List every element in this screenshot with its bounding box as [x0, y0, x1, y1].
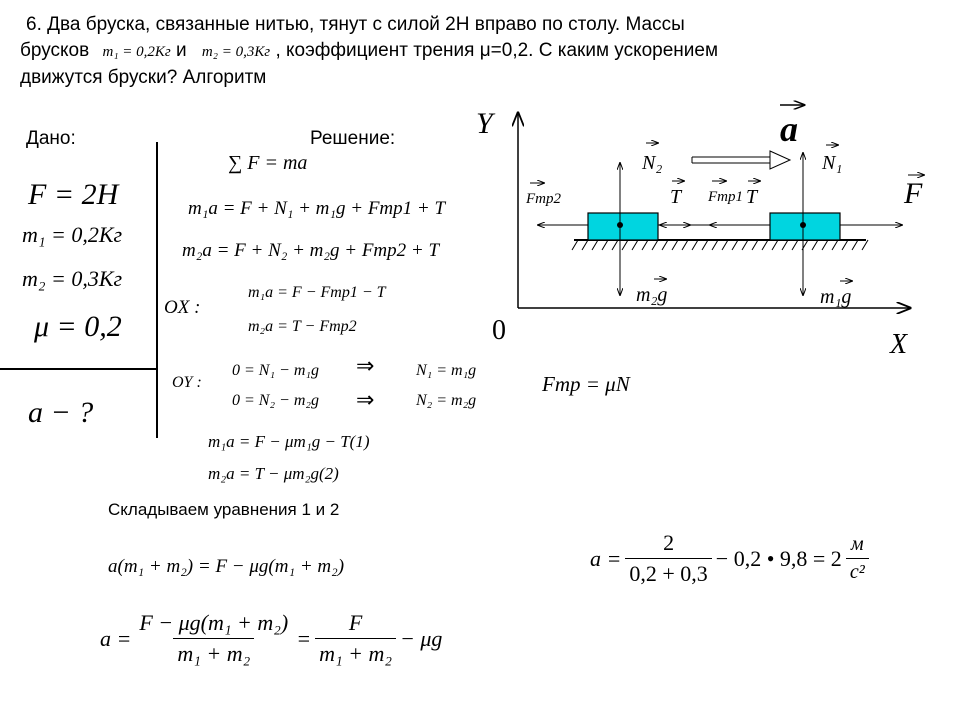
unit-denominator: с² [846, 558, 869, 584]
add-equations-text: Складываем уравнения 1 и 2 [108, 500, 340, 519]
unit-fraction [846, 533, 869, 584]
newton-law: ∑ F = ma [228, 152, 308, 174]
final-numerator-1: F − μg(m₁ + m₂) [139, 610, 289, 635]
calc-fraction [625, 530, 711, 587]
calc-middle: − 0,2 • 9,8 = 2 [715, 545, 842, 571]
accel-arrow-head [770, 151, 790, 169]
final-fraction-2 [315, 610, 396, 667]
calc-numerator: 2 [663, 530, 675, 555]
sum-equation: a(m₁ + m₂) = F − μg(m₁ + m₂) [108, 556, 345, 577]
origin-label: 0 [492, 315, 506, 346]
vector-equation-1: m₁a = F + N₁ + m₁g + Fтр1 + T [188, 198, 446, 219]
label-t-right: T [746, 186, 758, 208]
force-diagram [470, 95, 950, 365]
calc-denominator: 0,2 + 0,3 [625, 558, 711, 587]
friction-formula: Fтр = μN [542, 372, 630, 396]
problem-line-2 [20, 38, 920, 65]
final-formula [100, 610, 442, 667]
given-unknown: a − ? [28, 396, 94, 429]
implies-arrow-1: ⇒ [356, 354, 375, 379]
numeric-calculation [590, 530, 873, 587]
problem-statement [20, 12, 920, 91]
final-equals: = [296, 625, 312, 651]
oy-equation-1: 0 = N₁ − m₁g [232, 362, 319, 379]
system-equation-1: m₁a = F − μm₁g − T(1) [208, 432, 370, 451]
final-lhs: a = [100, 625, 132, 651]
implies-arrow-2: ⇒ [356, 388, 375, 413]
ox-label: OX : [164, 297, 201, 318]
vector-equation-2: m₂a = F + N₂ + m₂g + Fтр2 + T [182, 240, 440, 261]
final-denominator-2: m₁ + m₂ [315, 638, 396, 667]
given-heading: Дано: [26, 128, 76, 149]
table-hatching [572, 240, 868, 250]
calc-lhs: a = [590, 545, 622, 571]
label-n1: N₁ [822, 152, 843, 174]
accel-label: a [780, 109, 798, 149]
oy-result-1: N₁ = m₁g [416, 362, 477, 379]
final-tail: − μg [400, 625, 443, 651]
final-denominator-1: m₁ + m₂ [173, 638, 254, 667]
oy-label: OY : [172, 374, 202, 391]
label-t-left: T [670, 186, 682, 208]
label-m2g: m₂g [636, 284, 668, 306]
final-numerator-2: F [348, 610, 363, 635]
oy-result-2: N₂ = m₂g [416, 392, 477, 409]
problem-line-2-suffix: , коэффициент трения μ=0,2. С каким ускорением [275, 40, 719, 61]
given-mu: μ = 0,2 [34, 310, 122, 343]
axis-x-label: X [890, 329, 908, 360]
given-divider-horizontal [0, 368, 156, 370]
label-f: F [904, 177, 923, 210]
problem-line-2-prefix: брусков [20, 40, 90, 61]
problem-m2-inline: m₂ = 0,3Кг [201, 44, 271, 60]
ox-equation-1: m₁a = F − Fтр1 − T [248, 284, 386, 301]
label-ftr2: Fтр2 [526, 191, 561, 207]
given-divider-vertical [156, 142, 158, 438]
solution-heading: Решение: [310, 128, 396, 149]
given-mass-2: m₂ = 0,3Кг [22, 266, 123, 291]
unit-numerator: м [850, 533, 864, 555]
given-force: F = 2H [28, 178, 119, 211]
vector-marks [530, 143, 924, 281]
axis-y-label: Y [476, 107, 493, 140]
final-fraction-1 [135, 610, 292, 667]
problem-and: и [176, 40, 187, 61]
ox-equation-2: m₂a = T − Fтр2 [248, 318, 357, 335]
label-m1g: m₁g [820, 286, 852, 308]
given-mass-1: m₁ = 0,2Кг [22, 222, 123, 247]
problem-line-3: движутся бруски? Алгоритм [20, 67, 267, 88]
label-ftr1: Fтр1 [708, 189, 743, 205]
label-n2: N₂ [642, 152, 663, 174]
block-2 [588, 213, 658, 240]
problem-line-1: 6. Два бруска, связанные нитью, тянут с силой 2Н вправо по столу. Массы [26, 14, 685, 35]
problem-m1-inline: m₁ = 0,2Кг [102, 44, 171, 60]
oy-equation-2: 0 = N₂ − m₂g [232, 392, 319, 409]
system-equation-2: m₂a = T − μm₂g(2) [208, 464, 339, 483]
